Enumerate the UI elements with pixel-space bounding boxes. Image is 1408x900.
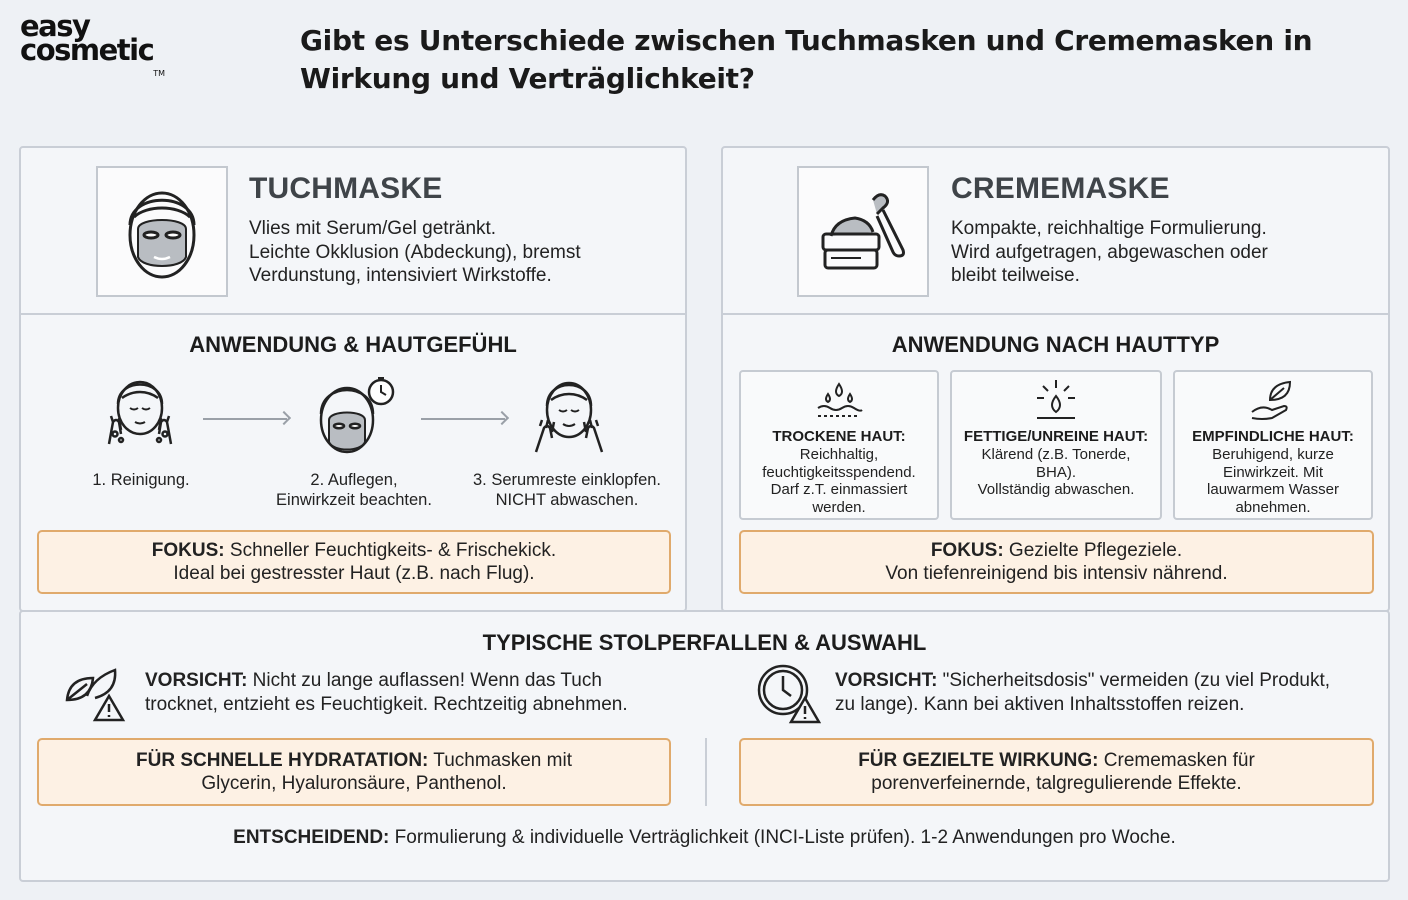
focus-label: FOKUS: (930, 539, 1004, 561)
brand-logo (20, 9, 166, 78)
tuchmaske-desc-line: Leichte Okklusion (Abdeckung), bremst (249, 241, 581, 263)
skin-card-line: Vollständig abwaschen. (977, 481, 1135, 498)
focus-line2: Von tiefenreinigend bis intensiv nährend. (885, 563, 1228, 584)
skin-card-line: Darf z.T. einmassiert (770, 481, 908, 498)
sparkle-drop-icon (1031, 378, 1081, 422)
choice-box-hydration (37, 738, 671, 806)
step-3-text: NICHT abwaschen. (495, 491, 639, 509)
skin-card-title: TROCKENE HAUT: (772, 428, 906, 445)
skin-card-sensitive (1173, 370, 1373, 520)
anwendung-title: ANWENDUNG & HAUTGEFÜHL (189, 332, 517, 357)
cream-iconbox (797, 166, 929, 297)
skin-card-line: abnehmen. (1235, 498, 1311, 516)
vertical-divider (705, 738, 707, 806)
choice-text: Tuchmasken mit (428, 749, 572, 771)
choice-label: FÜR SCHNELLE HYDRATATION: (136, 749, 429, 771)
skin-card-title: EMPFINDLICHE HAUT: (1192, 428, 1354, 445)
warning-text: Nicht zu lange auflassen! Wenn das Tuch (247, 670, 602, 691)
skin-card-line: werden. (812, 498, 866, 516)
sheet-mask-iconbox (96, 166, 228, 297)
choice-line1 (741, 749, 1372, 773)
logo-line2 (20, 33, 166, 78)
face-washing-icon (105, 374, 175, 464)
skin-card-oily (950, 370, 1162, 520)
crememaske-desc-line: bleibt teilweise. (951, 265, 1080, 286)
crememaske-desc-line: Kompakte, reichhaltige Formulierung. (951, 218, 1267, 239)
skin-card-line: Reichhaltig, (799, 446, 879, 463)
warning-line2: zu lange). Kann bei aktiven Inhaltsstoffen reizen. (835, 694, 1245, 715)
step-arrow (203, 418, 287, 420)
tuchmaske-desc-line: Verdunstung, intensiviert Wirkstoffe. (249, 265, 552, 286)
skin-card-line: Klärend (z.B. Tonerde, (981, 446, 1131, 463)
skin-card-title: FETTIGE/UNREINE HAUT: (963, 428, 1149, 445)
focus-line1 (741, 539, 1372, 563)
focus-label: FOKUS: (151, 539, 225, 561)
focus-text: Schneller Feuchtigkeits- & Frischekick. (224, 539, 557, 561)
face-mask-timer-icon (311, 374, 397, 464)
cream-jar-spatula-icon (811, 180, 915, 284)
warning-line2: trocknet, entzieht es Feuchtigkeit. Rechtzeitig abnehmen. (145, 694, 628, 715)
step-3-text: 3. Serumreste einklopfen. (472, 471, 662, 489)
focus-text: Gezielte Pflegeziele. (1003, 539, 1183, 561)
step-2 (259, 470, 449, 510)
choice-label: FÜR GEZIELTE WIRKUNG: (858, 749, 1099, 771)
focus-line2: Ideal bei gestresster Haut (z.B. nach Flug). (173, 563, 535, 584)
face-sheet-mask-icon (112, 177, 212, 287)
choice-line1 (39, 749, 669, 773)
skin-card-line: BHA). (1035, 463, 1076, 481)
leaf-warning-icon (61, 666, 127, 722)
skin-card-line: lauwarmem Wasser (1207, 481, 1339, 498)
divider (21, 313, 685, 315)
focus-box-crememaske (739, 530, 1374, 594)
crememaske-desc-line: Wird aufgetragen, abgewaschen oder (951, 241, 1268, 263)
focus-box-tuchmaske (37, 530, 671, 594)
choice-box-targeted (739, 738, 1374, 806)
choice-line2: porenverfeinernde, talgregulierende Effekte. (871, 773, 1242, 794)
focus-line1 (39, 539, 669, 563)
skin-card-line: feuchtigkeitsspendend. (762, 463, 916, 481)
skin-card-desc (958, 446, 1154, 499)
crememaske-desc (951, 217, 1268, 288)
skin-card-line: Beruhigend, kurze (1212, 446, 1334, 463)
step-3 (457, 470, 677, 510)
skin-card-desc (1181, 446, 1365, 516)
warning-label: VORSICHT: (145, 670, 248, 691)
droplets-skin-icon (814, 378, 864, 422)
logo-line1: easy (20, 9, 90, 43)
warning-line1 (835, 669, 1385, 693)
logo-line2-text: cosmetic (20, 33, 154, 67)
pitfalls-title: TYPISCHE STOLPERFALLEN & AUSWAHL (482, 630, 927, 655)
step-2-text: 2. Auflegen, (310, 471, 398, 489)
choice-text: Crememasken für (1098, 749, 1255, 771)
tuchmaske-desc-line: Vlies mit Serum/Gel getränkt. (249, 218, 497, 239)
warning-line1 (145, 669, 705, 693)
skin-card-dry (739, 370, 939, 520)
crememaske-title: CREMEMASKE (951, 172, 1170, 205)
tuchmaske-panel (19, 146, 687, 612)
divider (723, 313, 1388, 315)
page-title: Gibt es Unterschiede zwischen Tuchmasken und Crememasken in Wirkung und Verträglichkeit? (300, 24, 1313, 95)
step-1-text: 1. Reinigung. (92, 471, 190, 489)
hauttyp-title: ANWENDUNG NACH HAUTTYP (891, 332, 1220, 357)
clock-warning-icon (755, 662, 821, 724)
step-2-text: Einwirkzeit beachten. (276, 491, 432, 509)
logo-tm: TM (153, 69, 166, 78)
hand-leaf-icon (1248, 378, 1298, 422)
footer-text: Formulierung & individuelle Verträglichkeit (INCI-Liste prüfen). 1-2 Anwendungen pro Woche. (389, 827, 1176, 848)
tuchmaske-title: TUCHMASKE (249, 172, 443, 205)
step-1 (71, 470, 211, 490)
crememaske-panel (721, 146, 1390, 612)
footer-note (21, 827, 1388, 849)
warning-label: VORSICHT: (835, 670, 938, 691)
tuchmaske-desc (249, 217, 581, 288)
warning-crememaske (835, 669, 1385, 717)
choice-line2: Glycerin, Hyaluronsäure, Panthenol. (201, 773, 507, 794)
pitfalls-panel (19, 610, 1390, 882)
step-arrow (421, 418, 505, 420)
warning-tuchmaske (145, 669, 705, 717)
skin-card-desc (747, 446, 931, 516)
face-patting-icon (532, 374, 606, 464)
footer-label: ENTSCHEIDEND: (233, 827, 390, 848)
warning-text: "Sicherheitsdosis" vermeiden (zu viel Produkt, (937, 670, 1331, 691)
skin-card-line: Einwirkzeit. Mit (1222, 463, 1323, 481)
